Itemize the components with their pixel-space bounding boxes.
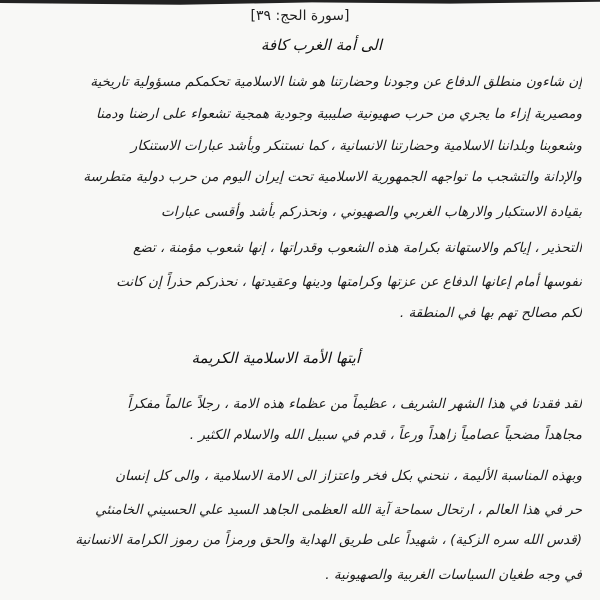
paragraph-2-line: مجاهداً مضحياً عصامياً زاهداً ورعاً ، قدم في سبيل الله والاسلام الكثير . [189, 427, 582, 443]
paragraph-2-line: في وجه طغيان السياسات الغربية والصهيونية . [325, 567, 582, 583]
quran-citation: [سورة الحج: ٣٩] [250, 8, 350, 24]
cropped-top-text-strip [0, 0, 600, 6]
paragraph-2-line: (قدس الله سره الزكية) ، شهيداً على طريق الهداية والحق ورمزاً من رموز الكرامة الانسانية [75, 532, 582, 548]
heading-address-west: الى أمة الغرب كافة [260, 36, 382, 54]
paragraph-2-line: حر في هذا العالم ، ارتحال سماحة آية الله العظمى الجاهد السيد علي الحسيني الخامنئي [95, 502, 582, 518]
paragraph-1-line: التحذير ، إياكم والاستهانة بكرامة هذه الشعوب وقدراتها ، إنها شعوب مؤمنة ، تضع [133, 240, 582, 256]
paragraph-1-line: إن شاءون منطلق الدفاع عن وجودنا وحضارتنا هو شنا الاسلامية تحكمكم مسؤولية تاريخية [90, 74, 582, 90]
paragraph-1-line: لكم مصالح تهم بها في المنطقة . [399, 305, 582, 321]
paragraph-2-line: وبهذه المناسبة الأليمة ، ننحني بكل فخر واعتزاز الى الامة الاسلامية ، والى كل إنسان [115, 468, 582, 484]
paragraph-1-line: بقيادة الاستكبار والارهاب الغربي والصهيوني ، ونحذركم بأشد وأقسى عبارات [161, 204, 582, 220]
paragraph-2-line: لقد فقدنا في هذا الشهر الشريف ، عظيماً من عظماء هذه الامة ، رجلاً عالماً مفكراً [127, 396, 582, 412]
paragraph-1-line: وشعوبنا وبلداننا الاسلامية وحضارتنا الانسانية ، كما نستنكر وبأشد عبارات الاستنكار [130, 138, 582, 154]
paragraph-1-line: ومصيرية إزاء ما يجري من حرب صهيونية صليبية وجودية همجية تشعواء على ارضنا ودمنا [96, 106, 582, 122]
heading-address-islamic-nation: أيتها الأمة الاسلامية الكريمة [191, 349, 360, 367]
paragraph-1-line: نفوسها أمام إعانها الدفاع عن عزتها وكرامتها ودينها وعقيدتها ، نحذركم حذراً إن كانت [116, 274, 582, 290]
paragraph-1-line: والإدانة والتشجب ما تواجهه الجمهورية الاسلامية تحت إيران اليوم من حرب دولية متطرسة [83, 169, 582, 185]
